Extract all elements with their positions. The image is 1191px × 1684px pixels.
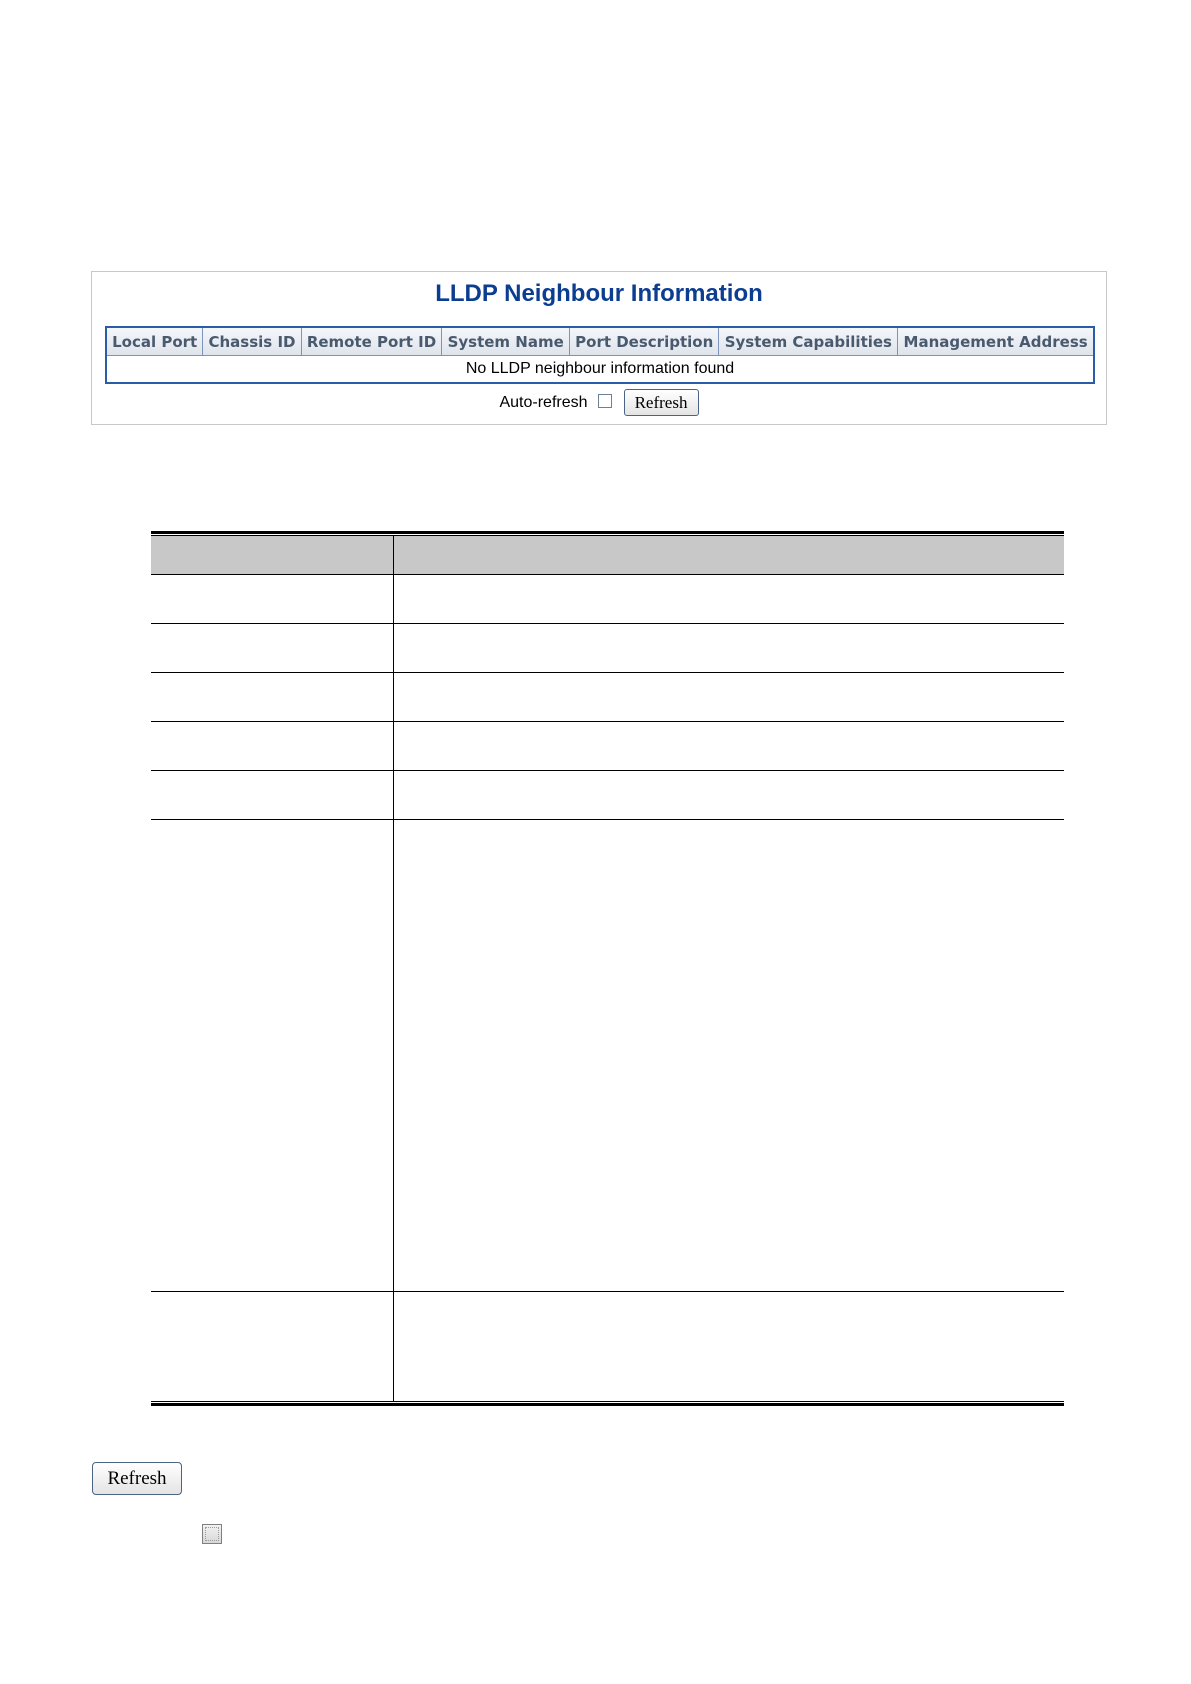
- description-table: [151, 531, 1064, 1406]
- description-table-header: [151, 536, 1064, 574]
- table-row: [151, 770, 1064, 819]
- table-row: [151, 672, 1064, 721]
- auto-refresh-label: Auto-refresh: [499, 393, 588, 411]
- col-system-name: System Name: [442, 327, 570, 356]
- col-system-capabilities: System Capabilities: [719, 327, 898, 356]
- neighbour-table: [105, 326, 1095, 384]
- header-object-cell: [151, 536, 394, 574]
- table-row: [106, 356, 1094, 384]
- object-cell: [151, 673, 394, 721]
- object-cell: [151, 771, 394, 819]
- table-row: [151, 1291, 1064, 1401]
- table-header-row: [106, 327, 1094, 356]
- table-row: [151, 721, 1064, 770]
- description-cell: [394, 575, 1064, 623]
- col-management-address: Management Address: [898, 327, 1094, 356]
- refresh-button[interactable]: Refresh: [624, 389, 699, 416]
- description-cell: [394, 820, 1064, 1291]
- table-bottom-rule: [151, 1401, 1064, 1406]
- description-cell: [394, 624, 1064, 672]
- lldp-neighbour-panel: [91, 271, 1107, 425]
- auto-refresh-checkbox[interactable]: [598, 394, 612, 408]
- object-cell: [151, 575, 394, 623]
- refresh-button-large[interactable]: Refresh: [92, 1462, 182, 1495]
- col-chassis-id: Chassis ID: [203, 327, 301, 356]
- auto-refresh-checkbox-large[interactable]: [202, 1524, 222, 1544]
- empty-message: No LLDP neighbour information found: [106, 356, 1094, 384]
- col-remote-port-id: Remote Port ID: [301, 327, 442, 356]
- table-row: [151, 574, 1064, 623]
- panel-title: LLDP Neighbour Information: [435, 280, 763, 307]
- refresh-controls: [92, 389, 1106, 416]
- col-local-port: Local Port: [106, 327, 203, 356]
- description-cell: [394, 1292, 1064, 1401]
- description-cell: [394, 722, 1064, 770]
- description-cell: [394, 673, 1064, 721]
- col-port-description: Port Description: [569, 327, 719, 356]
- table-row: [151, 623, 1064, 672]
- description-cell: [394, 771, 1064, 819]
- object-cell: [151, 624, 394, 672]
- header-description-cell: [394, 536, 1064, 574]
- table-row: [151, 819, 1064, 1291]
- object-cell: [151, 820, 394, 1291]
- object-cell: [151, 722, 394, 770]
- object-cell: [151, 1292, 394, 1401]
